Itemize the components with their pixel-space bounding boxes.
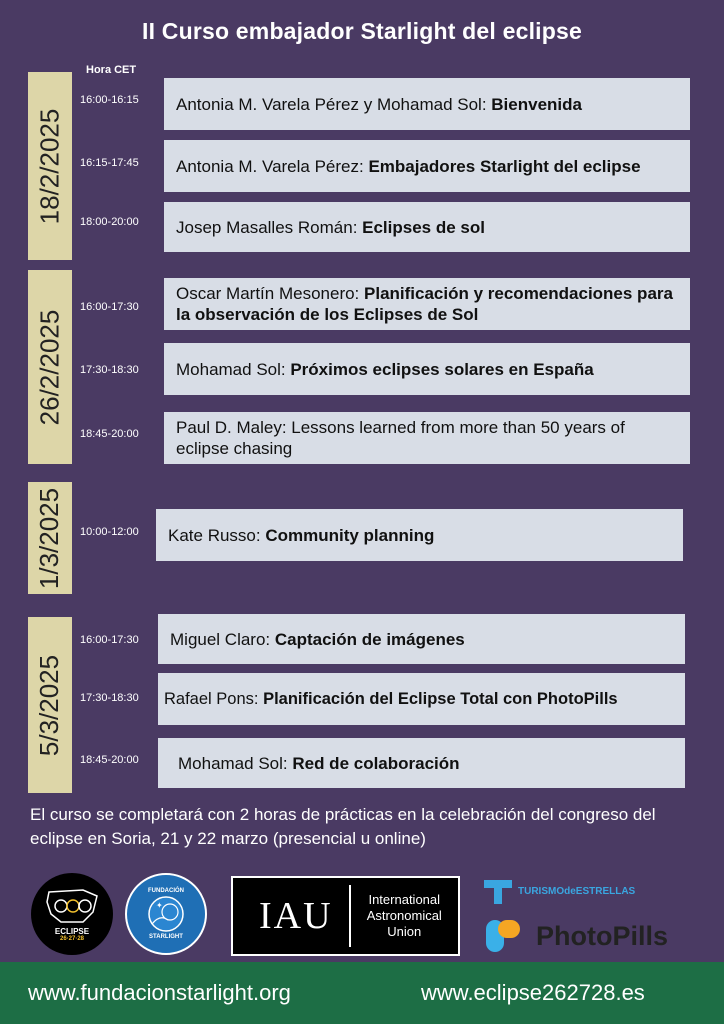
fundacion-starlight-logo xyxy=(125,873,207,955)
iau-name-line-1: International xyxy=(368,892,441,907)
time-slot: 17:30-18:30 xyxy=(80,364,139,376)
date-box-day-4 xyxy=(28,617,72,793)
talk-title: Planificación del Eclipse Total con PhotoPills xyxy=(263,689,618,708)
iau-name-line-3: Union xyxy=(387,924,422,939)
talk-speaker: Oscar Martín Mesonero: xyxy=(176,284,365,303)
talk-title: Planificación y recomendaciones para la observación de los Eclipses de Sol xyxy=(176,284,673,324)
turismo-text: TURISMO xyxy=(518,885,565,897)
iau-name xyxy=(351,892,458,940)
talk-title: Red de colaboración xyxy=(292,753,460,773)
fundacion-logo-bottom: STARLIGHT xyxy=(149,934,183,940)
talk-box xyxy=(164,343,690,395)
talk-box xyxy=(164,140,690,192)
iau-mark: IAU xyxy=(243,885,351,947)
talk-speaker: Antonia M. Varela Pérez: xyxy=(176,156,369,176)
date-label: 1/3/2025 xyxy=(34,487,65,589)
time-slot: 16:00-17:30 xyxy=(80,634,139,646)
eclipse-logo-text: ECLIPSE xyxy=(54,927,90,936)
eclipse-logo xyxy=(31,873,113,955)
talk-speaker: Paul D. Maley: Lessons learned from more than 50 years of eclipse chasing xyxy=(176,418,625,458)
time-slot: 18:45-20:00 xyxy=(80,754,139,766)
talk-box xyxy=(158,673,685,725)
talk-title: Embajadores Starlight del eclipse xyxy=(368,156,641,176)
footer xyxy=(0,962,724,1024)
time-slot: 16:15-17:45 xyxy=(80,157,139,169)
talk-title: Próximos eclipses solares en España xyxy=(290,359,594,379)
date-box-day-1 xyxy=(28,72,72,260)
talk-speaker: Antonia M. Varela Pérez y Mohamad Sol: xyxy=(176,94,492,114)
talk-box xyxy=(164,412,690,464)
date-label: 5/3/2025 xyxy=(34,654,65,756)
turismo-t-icon xyxy=(482,876,514,906)
time-slot: 10:00-12:00 xyxy=(80,526,139,538)
photopills-icon xyxy=(484,916,524,956)
date-box-day-3 xyxy=(28,482,72,594)
talk-speaker: Rafael Pons: xyxy=(164,689,264,708)
time-slot: 18:45-20:00 xyxy=(80,428,139,440)
spain-map-icon xyxy=(43,886,101,926)
footer-link-fundacion[interactable]: www.fundacionstarlight.org xyxy=(28,980,291,1005)
date-label: 26/2/2025 xyxy=(34,309,65,425)
talk-title: Captación de imágenes xyxy=(274,629,465,649)
talk-speaker: Miguel Claro: xyxy=(170,629,275,649)
talk-speaker: Mohamad Sol: xyxy=(178,753,293,773)
eclipse-logo-year: 26·27·28 xyxy=(59,936,85,942)
iau-logo xyxy=(231,876,460,956)
fundacion-logo-top: FUNDACIÓN xyxy=(148,888,184,894)
estrellas-text: deESTRELLAS xyxy=(564,885,636,897)
talk-title: Bienvenida xyxy=(491,94,582,114)
starlight-emblem-icon xyxy=(144,894,188,934)
talk-speaker: Kate Russo: xyxy=(168,525,266,545)
talk-box xyxy=(164,78,690,130)
talk-speaker: Mohamad Sol: xyxy=(176,359,291,379)
footer-link-eclipse[interactable]: www.eclipse262728.es xyxy=(421,980,645,1005)
time-slot: 16:00-16:15 xyxy=(80,94,139,106)
turismo-de-estrellas-logo xyxy=(482,874,692,908)
talk-title: Eclipses de sol xyxy=(362,217,485,237)
time-slot: 18:00-20:00 xyxy=(80,216,139,228)
time-zone-label: Hora CET xyxy=(86,64,137,76)
time-slot: 16:00-17:30 xyxy=(80,301,139,313)
photopills-text: PhotoPills xyxy=(536,920,669,951)
talk-box xyxy=(158,614,685,664)
talk-box xyxy=(164,278,690,330)
course-note: El curso se completará con 2 horas de prácticas en la celebración del congreso del eclipse en Soria, 21 y 22 marzo (presencial u online) xyxy=(30,805,656,848)
svg-text:✦: ✦ xyxy=(156,901,163,910)
photopills-logo xyxy=(484,916,694,956)
talk-title: Community planning xyxy=(265,525,435,545)
talk-box xyxy=(164,202,690,252)
time-slot: 17:30-18:30 xyxy=(80,692,139,704)
talk-box xyxy=(156,509,683,561)
talk-speaker: Josep Masalles Román: xyxy=(176,217,363,237)
talk-box xyxy=(158,738,685,788)
iau-name-line-2: Astronomical xyxy=(366,908,442,923)
page-title: II Curso embajador Starlight del eclipse xyxy=(141,18,582,44)
date-label: 18/2/2025 xyxy=(34,108,65,224)
date-box-day-2 xyxy=(28,270,72,464)
